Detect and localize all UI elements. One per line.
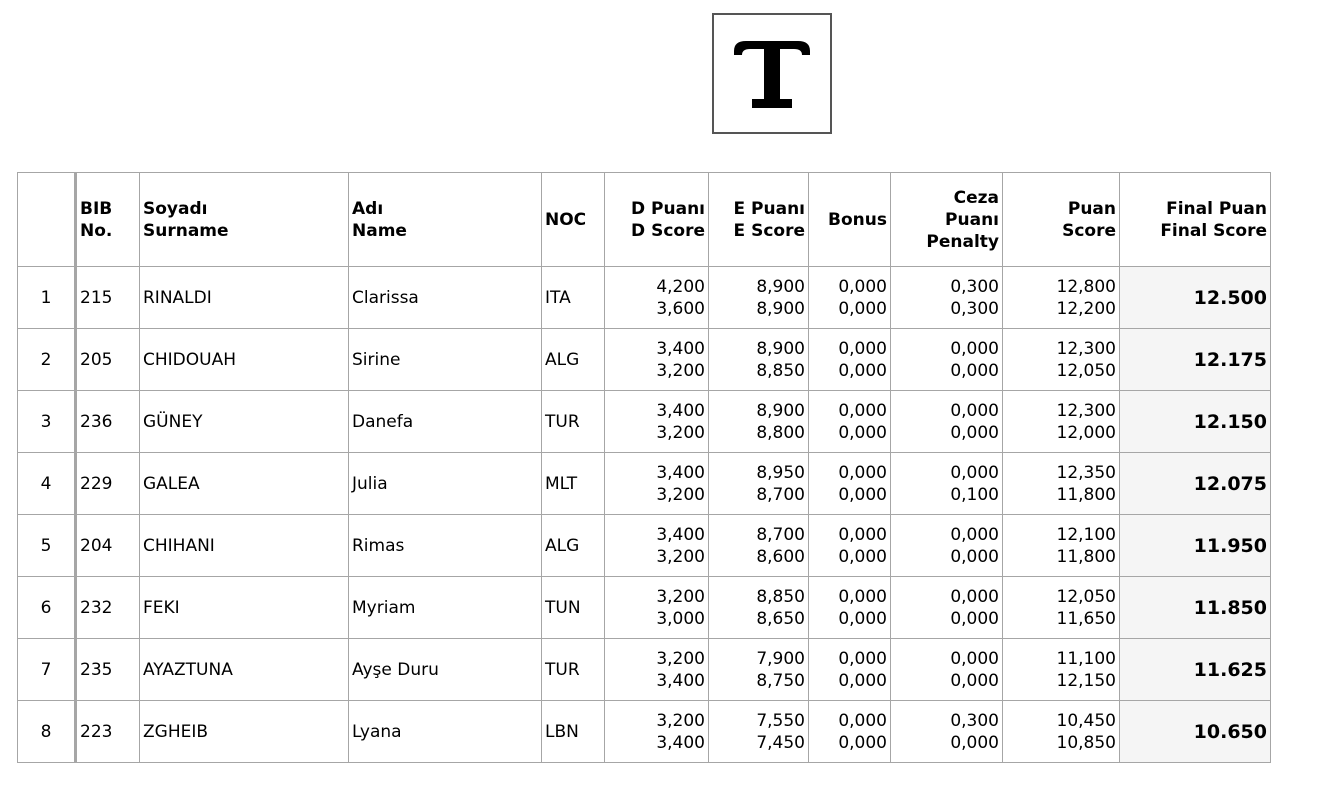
rank-cell: 4: [18, 453, 76, 515]
bib-cell: 215: [76, 267, 140, 329]
table-row: [18, 639, 1271, 701]
header-d-score: D Puanı D Score: [605, 173, 709, 267]
balance-beam-icon: [714, 15, 830, 132]
surname-cell: CHIDOUAH: [140, 329, 349, 391]
name-cell: Sirine: [349, 329, 542, 391]
name-cell: Myriam: [349, 577, 542, 639]
final-score-cell: 11.850: [1120, 577, 1271, 639]
rank-cell: 1: [18, 267, 76, 329]
penalty-cell: 0,300 0,300: [891, 267, 1003, 329]
score-cell: 11,100 12,150: [1003, 639, 1120, 701]
noc-cell: ITA: [542, 267, 605, 329]
final-score-cell: 12.500: [1120, 267, 1271, 329]
surname-cell: ZGHEIB: [140, 701, 349, 763]
noc-cell: TUR: [542, 639, 605, 701]
header-e-score: E Puanı E Score: [709, 173, 809, 267]
e-score-cell: 8,900 8,850: [709, 329, 809, 391]
bonus-cell: 0,000 0,000: [809, 515, 891, 577]
e-score-cell: 8,900 8,800: [709, 391, 809, 453]
surname-cell: GALEA: [140, 453, 349, 515]
name-cell: Danefa: [349, 391, 542, 453]
d-score-cell: 3,200 3,400: [605, 639, 709, 701]
d-score-cell: 3,400 3,200: [605, 391, 709, 453]
noc-cell: TUN: [542, 577, 605, 639]
e-score-cell: 7,550 7,450: [709, 701, 809, 763]
final-score-cell: 12.150: [1120, 391, 1271, 453]
header-bonus: Bonus: [809, 173, 891, 267]
bonus-cell: 0,000 0,000: [809, 701, 891, 763]
bib-cell: 223: [76, 701, 140, 763]
noc-cell: ALG: [542, 515, 605, 577]
score-cell: 12,300 12,000: [1003, 391, 1120, 453]
d-score-cell: 3,400 3,200: [605, 329, 709, 391]
score-cell: 12,300 12,050: [1003, 329, 1120, 391]
bib-cell: 232: [76, 577, 140, 639]
table-row: [18, 577, 1271, 639]
bonus-cell: 0,000 0,000: [809, 329, 891, 391]
noc-cell: LBN: [542, 701, 605, 763]
penalty-cell: 0,000 0,000: [891, 391, 1003, 453]
surname-cell: RINALDI: [140, 267, 349, 329]
e-score-cell: 8,850 8,650: [709, 577, 809, 639]
name-cell: Lyana: [349, 701, 542, 763]
score-cell: 12,350 11,800: [1003, 453, 1120, 515]
bonus-cell: 0,000 0,000: [809, 453, 891, 515]
bib-cell: 236: [76, 391, 140, 453]
header-rank: [18, 173, 76, 267]
bonus-cell: 0,000 0,000: [809, 639, 891, 701]
table-row: [18, 267, 1271, 329]
noc-cell: ALG: [542, 329, 605, 391]
bonus-cell: 0,000 0,000: [809, 391, 891, 453]
name-cell: Julia: [349, 453, 542, 515]
table-row: [18, 453, 1271, 515]
apparatus-logo: [712, 13, 832, 134]
name-cell: Ayşe Duru: [349, 639, 542, 701]
bib-cell: 235: [76, 639, 140, 701]
surname-cell: GÜNEY: [140, 391, 349, 453]
bib-cell: 229: [76, 453, 140, 515]
penalty-cell: 0,000 0,000: [891, 577, 1003, 639]
final-score-cell: 11.950: [1120, 515, 1271, 577]
noc-cell: TUR: [542, 391, 605, 453]
rank-cell: 6: [18, 577, 76, 639]
score-cell: 12,050 11,650: [1003, 577, 1120, 639]
bonus-cell: 0,000 0,000: [809, 267, 891, 329]
penalty-cell: 0,300 0,000: [891, 701, 1003, 763]
penalty-cell: 0,000 0,000: [891, 515, 1003, 577]
header-bib: BIB No.: [76, 173, 140, 267]
header-surname: Soyadı Surname: [140, 173, 349, 267]
bonus-cell: 0,000 0,000: [809, 577, 891, 639]
header-score: Puan Score: [1003, 173, 1120, 267]
d-score-cell: 3,200 3,000: [605, 577, 709, 639]
final-score-cell: 12.075: [1120, 453, 1271, 515]
name-cell: Clarissa: [349, 267, 542, 329]
bib-cell: 205: [76, 329, 140, 391]
rank-cell: 5: [18, 515, 76, 577]
penalty-cell: 0,000 0,000: [891, 329, 1003, 391]
d-score-cell: 3,400 3,200: [605, 515, 709, 577]
e-score-cell: 8,700 8,600: [709, 515, 809, 577]
e-score-cell: 8,900 8,900: [709, 267, 809, 329]
table-row: [18, 701, 1271, 763]
d-score-cell: 3,200 3,400: [605, 701, 709, 763]
rank-cell: 3: [18, 391, 76, 453]
final-score-cell: 11.625: [1120, 639, 1271, 701]
rank-cell: 2: [18, 329, 76, 391]
bib-cell: 204: [76, 515, 140, 577]
header-final-score: Final Puan Final Score: [1120, 173, 1271, 267]
penalty-cell: 0,000 0,100: [891, 453, 1003, 515]
score-cell: 10,450 10,850: [1003, 701, 1120, 763]
e-score-cell: 8,950 8,700: [709, 453, 809, 515]
noc-cell: MLT: [542, 453, 605, 515]
d-score-cell: 3,400 3,200: [605, 453, 709, 515]
surname-cell: CHIHANI: [140, 515, 349, 577]
penalty-cell: 0,000 0,000: [891, 639, 1003, 701]
table-row: [18, 515, 1271, 577]
score-cell: 12,800 12,200: [1003, 267, 1120, 329]
rank-cell: 8: [18, 701, 76, 763]
surname-cell: FEKI: [140, 577, 349, 639]
table-row: [18, 329, 1271, 391]
e-score-cell: 7,900 8,750: [709, 639, 809, 701]
final-score-cell: 12.175: [1120, 329, 1271, 391]
results-table: [17, 172, 1271, 763]
table-row: [18, 391, 1271, 453]
surname-cell: AYAZTUNA: [140, 639, 349, 701]
final-score-cell: 10.650: [1120, 701, 1271, 763]
header-name: Adı Name: [349, 173, 542, 267]
rank-cell: 7: [18, 639, 76, 701]
header-row: [18, 173, 1271, 267]
d-score-cell: 4,200 3,600: [605, 267, 709, 329]
header-penalty: Ceza Puanı Penalty: [891, 173, 1003, 267]
header-noc: NOC: [542, 173, 605, 267]
name-cell: Rimas: [349, 515, 542, 577]
score-cell: 12,100 11,800: [1003, 515, 1120, 577]
